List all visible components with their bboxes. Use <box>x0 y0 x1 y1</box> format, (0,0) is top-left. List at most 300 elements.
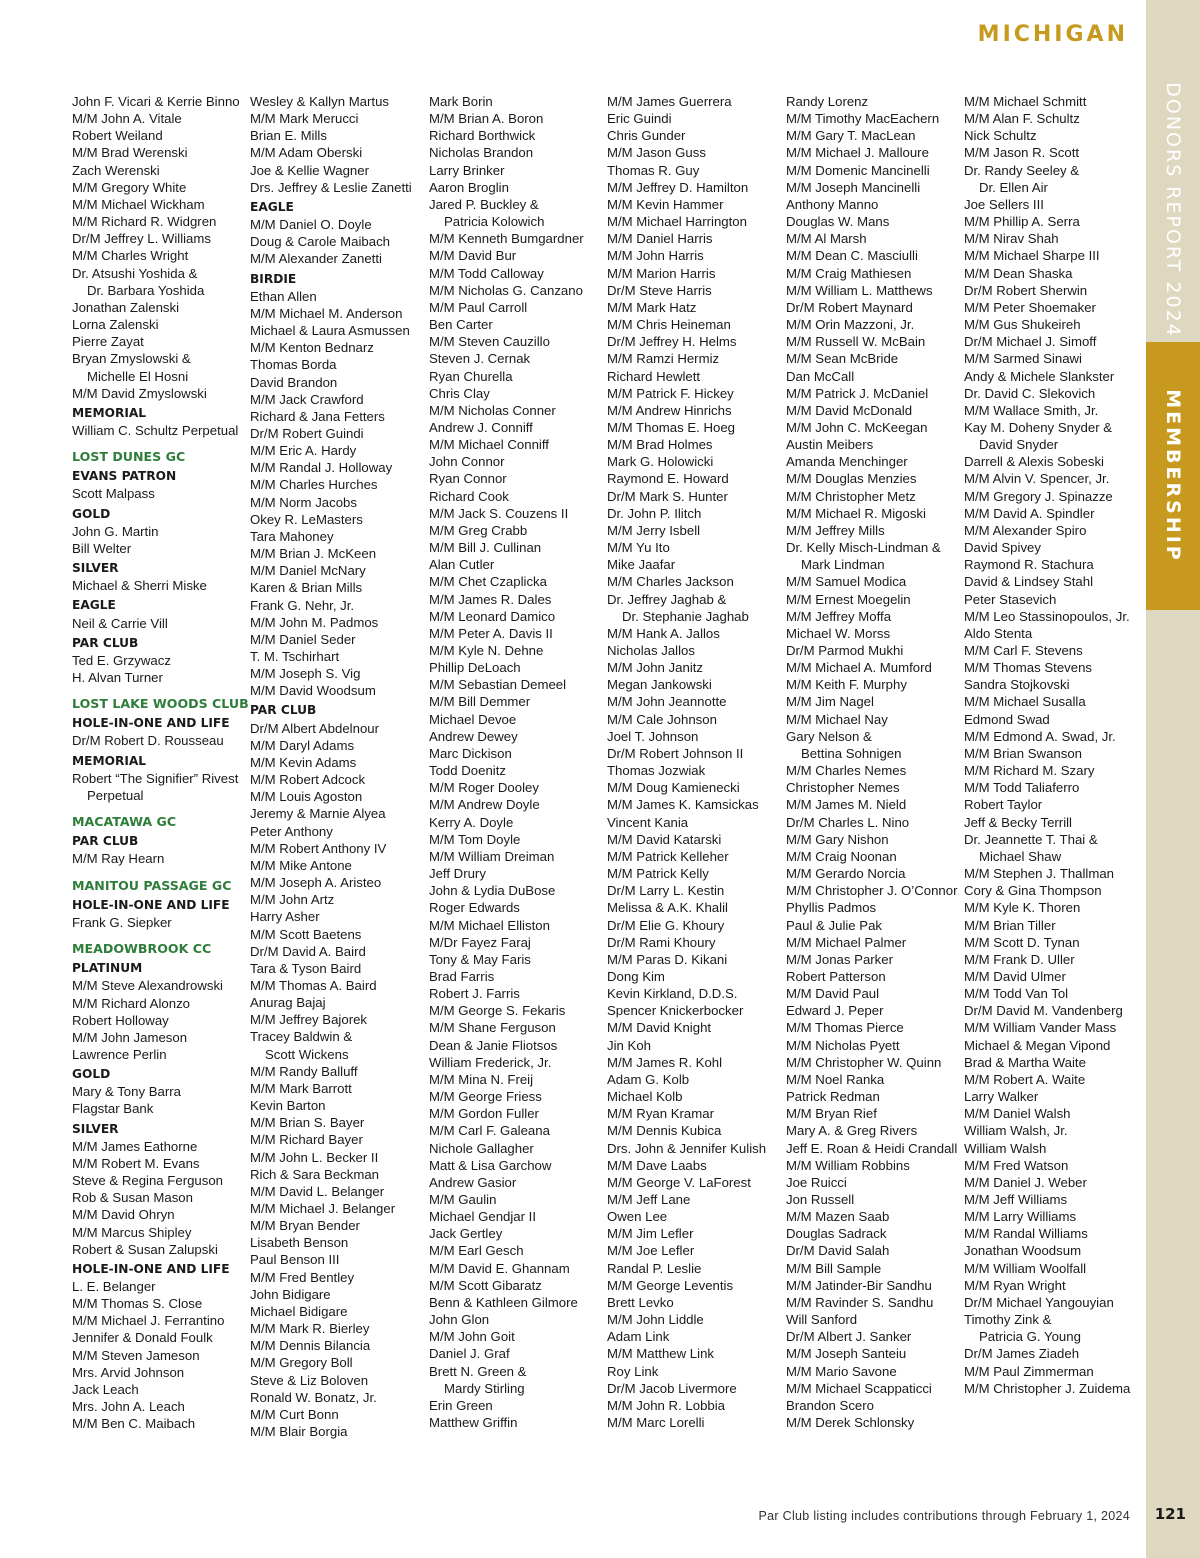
donor-name: M/M Bill Sample <box>786 1260 882 1276</box>
donor-name: Marc Dickison <box>429 745 512 761</box>
donor-name: Todd Doenitz <box>429 763 506 779</box>
donor-name: M/M Brad Holmes <box>607 437 713 453</box>
donor-name: Richard Hewlett <box>607 368 701 384</box>
donor-name: Robert Patterson <box>786 968 886 984</box>
donor-name: Bryan Zmyslowski & <box>72 351 191 367</box>
donor-name: Dr/M Robert D. Rousseau <box>72 733 224 749</box>
donor-name: M/M David Ulmer <box>964 968 1066 984</box>
donor-name: Scott Malpass <box>72 486 155 502</box>
donor-name: M/M Ben C. Maibach <box>72 1416 196 1432</box>
donor-name: M/M Jason Guss <box>607 145 706 161</box>
donor-name: M/M John Jeannotte <box>607 694 727 710</box>
donor-name: M/M Gus Shukeireh <box>964 317 1081 333</box>
donor-name: M/M John L. Becker II <box>250 1149 379 1165</box>
donor-name: Jennifer & Donald Foulk <box>72 1330 213 1346</box>
donor-name: Randy Lorenz <box>786 94 869 109</box>
donor-name: M/M Chet Czaplicka <box>429 574 547 590</box>
donor-name: M/M Michael Nay <box>786 711 888 727</box>
giving-level-heading: EAGLE <box>250 199 294 214</box>
donor-name: Lisabeth Benson <box>250 1235 349 1251</box>
donor-name: M/M Sarmed Sinawi <box>964 351 1082 367</box>
donor-name-continued: Patricia Kolowich <box>444 214 545 230</box>
donor-name: M/M Jeffrey Moffa <box>786 608 892 624</box>
donor-name: M/M John C. McKeegan <box>786 419 928 435</box>
donor-name: Dr. Randy Seeley & <box>964 162 1080 178</box>
donor-name: Thomas Borda <box>250 357 337 373</box>
donor-name: Dr/M Charles L. Nino <box>786 814 910 830</box>
donor-name: Mark G. Holowicki <box>607 454 714 470</box>
donor-name: M/M Edmond A. Swad, Jr. <box>964 728 1116 744</box>
donor-name: John Glon <box>429 1312 490 1328</box>
donor-name: Michael Gendjar II <box>429 1209 537 1225</box>
donors-report-text: DONORS REPORT 2024 <box>1162 82 1184 338</box>
donor-name: John Connor <box>429 454 505 470</box>
donor-name: Brandon Scero <box>786 1397 874 1413</box>
donor-name: Lorna Zalenski <box>72 317 159 333</box>
donor-name: M/M Nicholas Pyett <box>786 1037 900 1053</box>
donor-name: Dr. Atsushi Yoshida & <box>72 265 198 281</box>
donor-name: Harry Asher <box>250 909 320 925</box>
donor-name: Aldo Stenta <box>964 625 1033 641</box>
donor-name: M/M Brad Werenski <box>72 145 188 161</box>
donor-name: M/M William L. Matthews <box>786 282 933 298</box>
donor-name: M/M George Leventis <box>607 1277 734 1293</box>
donor-name: M/M Patrick J. McDaniel <box>786 385 929 401</box>
donor-name: Brett N. Green & <box>429 1363 527 1379</box>
donor-name: M/M Michael Harrington <box>607 214 747 230</box>
donor-column-3 <box>429 93 607 1431</box>
donor-name: M/M Randy Balluff <box>250 1063 358 1079</box>
donor-name: M/M Ray Hearn <box>72 851 165 867</box>
donor-name: Andy & Michele Slankster <box>964 368 1115 384</box>
donor-name: M/M Jeff Williams <box>964 1192 1068 1207</box>
donor-name: M/M Christopher W. Quinn <box>786 1054 942 1070</box>
donor-name: Dr. Kelly Misch-Lindman & <box>786 540 941 556</box>
donor-name: M/M Carl F. Galeana <box>429 1123 550 1139</box>
donor-name: Sandra Stojkovski <box>964 677 1070 693</box>
giving-level-heading: HOLE-IN-ONE AND LIFE <box>72 1261 230 1276</box>
donor-name-continued: Bettina Sohnigen <box>801 745 902 761</box>
donor-name: David Brandon <box>250 374 338 390</box>
donor-name: Nichole Gallagher <box>429 1140 534 1156</box>
donor-name: M/M Earl Gesch <box>429 1243 524 1259</box>
donor-name: M/M Richard M. Szary <box>964 763 1095 779</box>
donor-name: Nicholas Jallos <box>607 643 695 658</box>
donor-name: M/M Kevin Adams <box>250 754 357 770</box>
donor-name: Andrew J. Conniff <box>429 419 533 435</box>
donor-name: M/M John M. Padmos <box>250 614 379 630</box>
donor-name: Chris Gunder <box>607 128 686 144</box>
donor-name: Dr/M Michael J. Simoff <box>964 334 1097 350</box>
giving-level-heading: PAR CLUB <box>72 834 139 849</box>
donor-name: Dr/M Steve Harris <box>607 282 712 298</box>
donor-name: Benn & Kathleen Gilmore <box>429 1294 578 1310</box>
giving-level-heading: MEMORIAL <box>72 405 147 420</box>
donor-name: Robert Holloway <box>72 1012 169 1028</box>
donor-name: M/M Jason R. Scott <box>964 145 1080 161</box>
donor-name: Joe Sellers III <box>964 196 1044 212</box>
donor-name: M/M Leonard Damico <box>429 608 556 624</box>
donor-name: Dr. David C. Slekovich <box>964 385 1096 401</box>
donor-name: M/M Leo Stassinopoulos, Jr. <box>964 608 1130 624</box>
donor-name: Michael & Megan Vipond <box>964 1037 1111 1053</box>
donor-name: Timothy Zink & <box>964 1312 1052 1328</box>
donor-name: Okey R. LeMasters <box>250 511 363 527</box>
donor-name: M/M Peter A. Davis II <box>429 625 553 641</box>
donor-name: Tara & Tyson Baird <box>250 960 362 976</box>
donor-name: M/M Al Marsh <box>786 231 867 247</box>
donor-name: M/M Jack S. Couzens II <box>429 505 569 521</box>
donor-name: M/M Robert Anthony IV <box>250 840 387 856</box>
donor-name: Austin Meibers <box>786 437 874 453</box>
donor-name: Jeremy & Marnie Alyea <box>250 806 386 822</box>
donor-name: M/M Louis Agoston <box>250 789 363 805</box>
donor-name: M/M Patrick Kelly <box>607 866 709 882</box>
donor-name: M/M Thomas E. Hoeg <box>607 419 736 435</box>
donor-name: M/M Gregory J. Spinazze <box>964 488 1113 504</box>
donor-name: M/M Craig Mathiesen <box>786 265 912 281</box>
donor-name: Anthony Manno <box>786 196 879 212</box>
membership-tab <box>1146 342 1200 610</box>
donor-name: Brian E. Mills <box>250 128 327 144</box>
donor-name: Douglas Sadrack <box>786 1226 887 1242</box>
donor-name: M/M Fred Bentley <box>250 1269 355 1285</box>
donor-column-1 <box>72 93 250 1432</box>
donor-name: M/M Todd Taliaferro <box>964 780 1080 796</box>
donor-name: Jared P. Buckley & <box>429 196 539 212</box>
donor-name: Edmond Swad <box>964 711 1050 727</box>
donor-name: Doug & Carole Maibach <box>250 234 391 250</box>
giving-level-heading: PAR CLUB <box>250 703 317 718</box>
giving-level-heading: PAR CLUB <box>72 635 139 650</box>
donor-name: Dr/M Albert Abdelnour <box>250 720 380 736</box>
donor-name: Ted E. Grzywacz <box>72 652 171 668</box>
donor-name: M/M Charles Nemes <box>786 763 907 779</box>
donor-name: M/M Michael R. Migoski <box>786 505 926 521</box>
donor-name: M/M Noel Ranka <box>786 1071 885 1087</box>
donor-name: M/M Phillip A. Serra <box>964 214 1080 230</box>
donor-name: Jin Koh <box>607 1037 651 1053</box>
donor-name: John & Lydia DuBose <box>429 883 556 899</box>
donor-name: M/M Chris Heineman <box>607 317 731 333</box>
donor-name: Roy Link <box>607 1363 659 1379</box>
donor-name: M/M James R. Kohl <box>607 1054 723 1070</box>
donor-name: Robert J. Farris <box>429 986 520 1002</box>
giving-level-heading: BIRDIE <box>250 271 297 286</box>
donor-name: Paul & Julie Pak <box>786 917 883 933</box>
club-heading: LOST LAKE WOODS CLUB <box>72 696 249 712</box>
donor-name: M/M James K. Kamsickas <box>607 797 759 813</box>
donor-name: Brad Farris <box>429 968 495 984</box>
donor-name: Phyllis Padmos <box>786 900 877 916</box>
donor-name: Chris Clay <box>429 385 490 401</box>
donor-name: Dr. Jeffrey Jaghab & <box>607 591 727 607</box>
donor-name: M/M Daniel O. Doyle <box>250 217 372 233</box>
donor-name: M/M George V. LaForest <box>607 1174 751 1190</box>
donor-name: M/M Mazen Saab <box>786 1209 890 1225</box>
donor-name: M/M John Artz <box>250 892 335 908</box>
donor-name: Matt & Lisa Garchow <box>429 1157 552 1173</box>
donor-name-continued: David Snyder <box>979 437 1059 453</box>
donor-name: M/M Wallace Smith, Jr. <box>964 402 1099 418</box>
donor-name: Richard Borthwick <box>429 128 536 144</box>
donor-name: Wesley & Kallyn Martus <box>250 94 390 109</box>
donor-name: Tracey Baldwin & <box>250 1029 353 1045</box>
donor-name-continued: Scott Wickens <box>265 1046 349 1062</box>
page-number: 121 <box>1154 1505 1186 1523</box>
donor-name: M/M Carl F. Stevens <box>964 643 1083 658</box>
donor-name: M/M Steve Alexandrowski <box>72 978 223 994</box>
donor-name: Michael W. Morss <box>786 625 891 641</box>
donor-name: Dr. Jeannette T. Thai & <box>964 831 1098 847</box>
donor-name: M/Dr Fayez Faraj <box>429 934 531 950</box>
giving-level-heading: PLATINUM <box>72 961 143 976</box>
donor-name: M/M Dennis Bilancia <box>250 1338 371 1354</box>
donor-name: M/M Joseph A. Aristeo <box>250 875 382 891</box>
donor-name: Tony & May Faris <box>429 951 531 967</box>
club-heading: LOST DUNES GC <box>72 449 186 465</box>
donor-name: Edward J. Peper <box>786 1003 884 1019</box>
donor-name: M/M John Jameson <box>72 1029 188 1045</box>
donor-name: M/M David Bur <box>429 248 517 264</box>
donors-report-label <box>1146 80 1200 340</box>
donor-name-continued: Mark Lindman <box>801 557 885 573</box>
donor-name: M/M Michael J. Malloure <box>786 145 929 161</box>
donor-name: Erin Green <box>429 1397 493 1413</box>
donor-name: Mrs. John A. Leach <box>72 1399 185 1415</box>
donor-name: M/M Marion Harris <box>607 265 716 281</box>
donor-name: David & Lindsey Stahl <box>964 574 1094 590</box>
donor-name: Michael Kolb <box>607 1089 683 1105</box>
donor-name: John Bidigare <box>250 1286 331 1302</box>
donor-name: M/M Alexander Zanetti <box>250 251 382 267</box>
donor-name: Steve & Liz Boloven <box>250 1372 369 1388</box>
donor-name: M/M Robert Adcock <box>250 772 366 788</box>
donor-name: M/M Andrew Hinrichs <box>607 402 732 418</box>
donor-name: M/M Brian Tiller <box>964 917 1056 933</box>
donor-name: M/M William Vander Mass <box>964 1020 1117 1036</box>
donor-name: H. Alvan Turner <box>72 670 163 685</box>
donor-name: Dean & Janie Fliotsos <box>429 1037 558 1053</box>
donor-name: M/M Joseph S. Vig <box>250 666 361 682</box>
donor-name: Robert Weiland <box>72 128 163 144</box>
donor-name: M/M Daniel Walsh <box>964 1106 1071 1122</box>
donor-name: Neil & Carrie Vill <box>72 615 168 631</box>
donor-name: M/M Brian Swanson <box>964 745 1082 761</box>
donor-name: M/M Marc Lorelli <box>607 1415 705 1431</box>
donor-name: Rob & Susan Mason <box>72 1190 193 1206</box>
donor-name: Patrick Redman <box>786 1089 880 1105</box>
donor-name: Pierre Zayat <box>72 334 144 350</box>
donor-name: Michael Devoe <box>429 711 517 727</box>
donor-name: M/M Todd Calloway <box>429 265 544 281</box>
donor-name: M/M Gregory Boll <box>250 1355 353 1371</box>
donor-name: M/M Domenic Mancinelli <box>786 162 930 178</box>
donor-name: M/M David Katarski <box>607 831 722 847</box>
donor-column-6 <box>964 93 1142 1397</box>
giving-level-heading: EVANS PATRON <box>72 469 177 484</box>
donor-name: M/M Sean McBride <box>786 351 899 367</box>
donor-name: M/M Jonas Parker <box>786 951 893 967</box>
donor-name: M/M Michael Wickham <box>72 196 205 212</box>
giving-level-heading: HOLE-IN-ONE AND LIFE <box>72 897 230 912</box>
donor-name: M/M Gordon Fuller <box>429 1106 539 1122</box>
donor-name: M/M Richard R. Widgren <box>72 214 217 230</box>
donor-name: Ethan Allen <box>250 288 317 304</box>
donor-name: M/M Daniel J. Weber <box>964 1174 1087 1190</box>
donor-name: Richard Cook <box>429 488 509 504</box>
donor-name: Lawrence Perlin <box>72 1046 167 1062</box>
donor-name: Mary & Tony Barra <box>72 1084 181 1100</box>
donor-name: M/M Douglas Menzies <box>786 471 917 487</box>
donor-name-continued: Dr. Barbara Yoshida <box>87 282 205 298</box>
donor-name: M/M Michael J. Belanger <box>250 1201 396 1216</box>
donor-name: Robert & Susan Zalupski <box>72 1241 218 1257</box>
donor-name: M/M Scott Baetens <box>250 926 362 942</box>
donor-name: M/M Daryl Adams <box>250 737 355 753</box>
donor-name: Jeff E. Roan & Heidi Crandall <box>786 1140 958 1156</box>
donor-name: Mike Jaafar <box>607 557 676 573</box>
donor-name: Dr/M Parmod Mukhi <box>786 643 904 658</box>
donor-name: M/M William Robbins <box>786 1157 910 1173</box>
donor-name: M/M Jim Nagel <box>786 694 874 710</box>
donor-name: Christopher Nemes <box>786 780 900 796</box>
donor-name: William C. Schultz Perpetual <box>72 422 239 438</box>
donor-name: M/M Gary T. MacLean <box>786 128 916 144</box>
donor-name: M/M William Dreiman <box>429 848 555 864</box>
donor-name: Dr/M Mark S. Hunter <box>607 488 728 504</box>
donor-name: Steve & Regina Ferguson <box>72 1173 224 1189</box>
donor-name: Adam G. Kolb <box>607 1071 690 1087</box>
donor-name: Dr/M Michael Yangouyian <box>964 1294 1114 1310</box>
donor-name: Eric Guindi <box>607 111 672 127</box>
donor-name: M/M Nicholas Conner <box>429 402 556 418</box>
donor-name: Dr/M Larry L. Kestin <box>607 883 725 899</box>
donor-name: Dr/M Jeffrey H. Helms <box>607 334 737 350</box>
donor-name: Jeff & Becky Terrill <box>964 814 1072 830</box>
donor-name: M/M Adam Oberski <box>250 145 363 161</box>
giving-level-heading: GOLD <box>72 1067 111 1082</box>
donor-name: Adam Link <box>607 1329 670 1345</box>
donor-name: M/M Charles Wright <box>72 248 189 264</box>
donor-name: M/M Daniel Harris <box>607 231 713 247</box>
donor-name: M/M Gary Nishon <box>786 831 889 847</box>
donor-name: Megan Jankowski <box>607 677 712 693</box>
donor-name: Cory & Gina Thompson <box>964 883 1102 899</box>
donor-name: M/M Orin Mazzoni, Jr. <box>786 317 915 333</box>
donor-name: M/M Roger Dooley <box>429 780 539 796</box>
giving-level-heading: SILVER <box>72 1121 119 1136</box>
donor-name: Robert Taylor <box>964 797 1043 813</box>
donor-name: M/M David Paul <box>786 986 880 1002</box>
donor-name: M/M Joseph Santeiu <box>786 1346 907 1362</box>
donor-name: M/M Jim Lefler <box>607 1226 694 1242</box>
donor-name: M/M Michael M. Anderson <box>250 305 403 321</box>
donor-name: M/M Joe Lefler <box>607 1243 695 1259</box>
donor-name: M/M Paras D. Kikani <box>607 951 728 967</box>
donor-name: M/M Mark R. Bierley <box>250 1321 370 1337</box>
donor-name: Jon Russell <box>786 1192 855 1207</box>
donor-name: M/M Craig Noonan <box>786 848 897 864</box>
donor-name: M/M John Janitz <box>607 660 704 676</box>
donor-name: Drs. John & Jennifer Kulish <box>607 1140 767 1156</box>
donor-name: Dr/M David Salah <box>786 1243 890 1259</box>
donor-name: M/M Jack Crawford <box>250 391 364 407</box>
donor-name: Dr/M Robert Guindi <box>250 425 364 441</box>
donor-name: Phillip DeLoach <box>429 660 521 676</box>
donor-name: M/M George Friess <box>429 1089 542 1105</box>
donor-name: Rich & Sara Beckman <box>250 1166 379 1182</box>
donor-name: Dr/M David A. Baird <box>250 943 366 959</box>
donor-name: M/M Keith F. Murphy <box>786 677 907 693</box>
donor-name: Bill Welter <box>72 540 132 556</box>
donor-name: M/M Mark Hatz <box>607 299 697 315</box>
donor-name: M/M Brian S. Bayer <box>250 1115 365 1131</box>
donor-name: M/M Peter Shoemaker <box>964 299 1096 315</box>
donor-name: Raymond R. Stachura <box>964 557 1094 573</box>
donor-name: M/M David Ohryn <box>72 1207 175 1223</box>
donor-name: Dong Kim <box>607 968 665 984</box>
donor-name: M/M Charles Jackson <box>607 574 734 590</box>
donor-name: Karen & Brian Mills <box>250 580 363 596</box>
donor-name: M/M Christopher J. Zuidema <box>964 1380 1131 1396</box>
donor-name: M/M Mario Savone <box>786 1363 897 1379</box>
donor-name: Jack Gertley <box>429 1226 503 1242</box>
donor-name: M/M Blair Borgia <box>250 1424 348 1440</box>
donor-name: Michael & Laura Asmussen <box>250 323 410 339</box>
donor-name: Kerry A. Doyle <box>429 814 514 830</box>
donor-name: M/M Charles Hurches <box>250 477 378 493</box>
donor-name: M/M Michael Susalla <box>964 694 1086 710</box>
giving-level-heading: HOLE-IN-ONE AND LIFE <box>72 716 230 731</box>
donor-name: M/M Norm Jacobs <box>250 494 357 510</box>
donor-name: M/M Ernest Moegelin <box>786 591 911 607</box>
donor-name: M/M Alexander Spiro <box>964 522 1087 538</box>
donor-name: M/M Bryan Rief <box>786 1106 877 1122</box>
donor-name: M/M Michael A. Mumford <box>786 660 932 676</box>
donor-name: Alan Cutler <box>429 557 495 573</box>
donor-name: M/M Brian A. Boron <box>429 111 544 127</box>
donor-name: Dr. John P. Ilitch <box>607 505 702 521</box>
donor-name: Ben Carter <box>429 317 493 333</box>
sidebar-band <box>1146 0 1200 1558</box>
donor-name: M/M Mike Antone <box>250 857 352 873</box>
donor-name: M/M Russell W. McBain <box>786 334 926 350</box>
donor-name: M/M Thomas Stevens <box>964 660 1093 676</box>
giving-level-heading: EAGLE <box>72 598 116 613</box>
donor-name: M/M Jatinder-Bir Sandhu <box>786 1277 932 1293</box>
donor-name: M/M David McDonald <box>786 402 913 418</box>
donor-name: Dr/M James Ziadeh <box>964 1346 1080 1362</box>
donor-name: Larry Brinker <box>429 162 505 178</box>
donor-name: Frank G. Siepker <box>72 914 172 930</box>
donor-name: Kevin Kirkland, D.D.S. <box>607 986 738 1002</box>
donor-name: Dr/M Robert Johnson II <box>607 745 744 761</box>
donor-name: Jonathan Woodsum <box>964 1243 1082 1259</box>
donor-name: M/M John R. Lobbia <box>607 1397 726 1413</box>
donor-name: M/M Sebastian Demeel <box>429 677 567 693</box>
donor-name: M/M Samuel Modica <box>786 574 907 590</box>
donor-name: M/M Todd Van Tol <box>964 986 1069 1002</box>
donor-name: M/M Thomas A. Baird <box>250 977 377 993</box>
donor-name: M/M Nirav Shah <box>964 231 1059 247</box>
donor-name: Raymond E. Howard <box>607 471 729 487</box>
donor-name: Andrew Gasior <box>429 1174 517 1190</box>
donor-name: Peter Stasevich <box>964 591 1057 607</box>
donor-name: Mary A. & Greg Rivers <box>786 1123 918 1139</box>
donor-name: Steven J. Cernak <box>429 351 531 367</box>
footer-note: Par Club listing includes contributions through February 1, 2024 <box>758 1509 1130 1523</box>
